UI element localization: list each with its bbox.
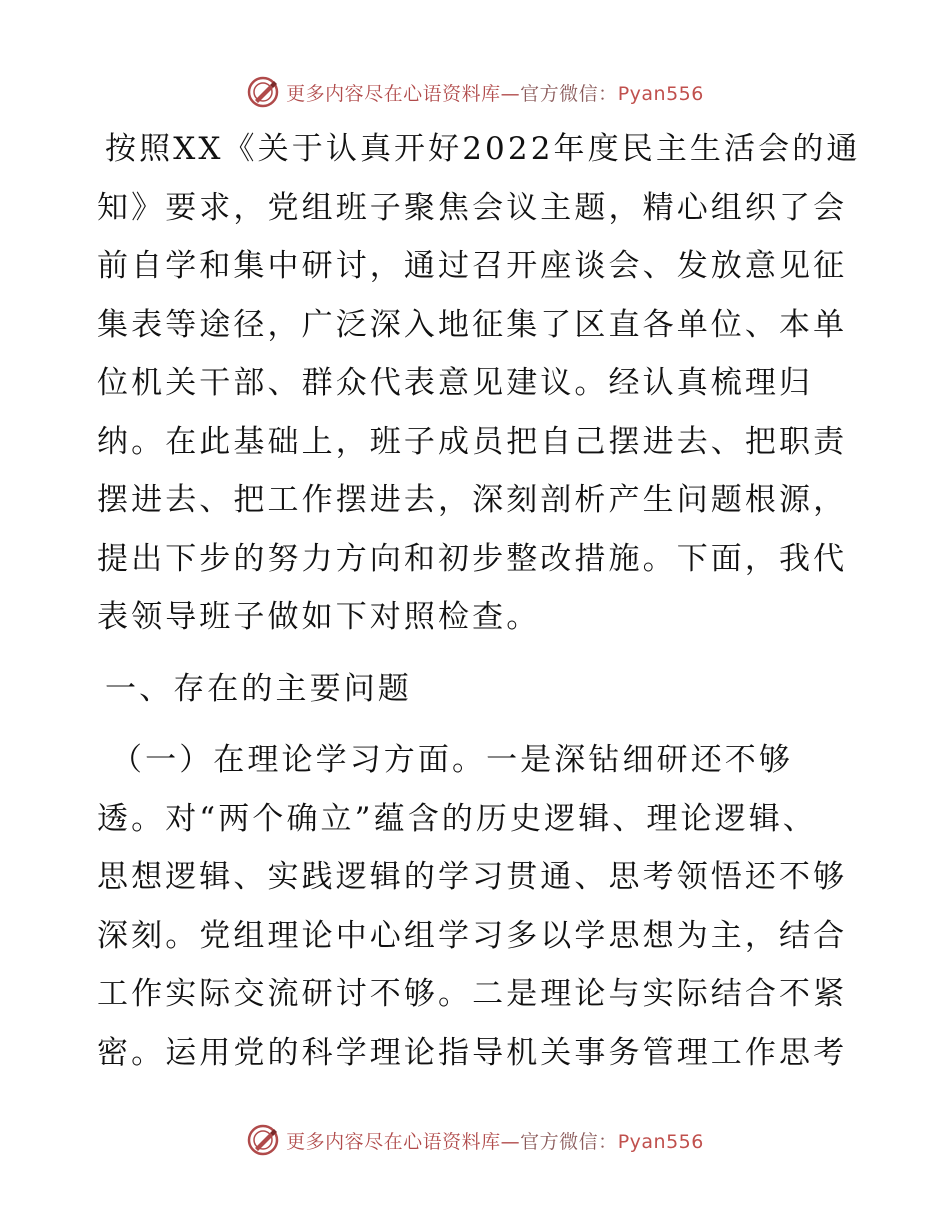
footer-banner bbox=[0, 1120, 950, 1160]
document-body bbox=[97, 120, 861, 1082]
paragraph-line: 提出下步的努力方向和初步整改措施。下面，我代 bbox=[97, 540, 848, 577]
paragraph-line: 摆进去、把工作摆进去，深刻剖析产生问题根源， bbox=[97, 482, 848, 518]
wechat-id: Pyan556 bbox=[617, 82, 704, 105]
pen-logo-icon bbox=[246, 1123, 280, 1157]
wechat-label: 官方微信： bbox=[520, 82, 618, 105]
subsection-line: 密。运用党的科学理论指导机关事务管理工作思考 bbox=[97, 1034, 848, 1071]
banner-text: 更多内容尽在心语资料库—官方微信：Pyan556 bbox=[286, 82, 704, 105]
header-banner bbox=[0, 72, 950, 112]
pen-logo-icon bbox=[246, 75, 280, 109]
subsection-line: 思想逻辑、实践逻辑的学习贯通、思考领悟还不够 bbox=[97, 859, 848, 895]
wechat-id: Pyan556 bbox=[617, 1130, 704, 1153]
paragraph-line: 集表等途径，广泛深入地征集了区直各单位、本单 bbox=[97, 306, 848, 343]
subsection-line: 深刻。党组理论中心组学习多以学思想为主，结合 bbox=[97, 917, 848, 954]
paragraph-line: 知》要求，党组班子聚焦会议主题，精心组织了会 bbox=[97, 189, 848, 226]
paragraph-line: 按照XX《关于认真开好2022年度民主生活会的通 bbox=[105, 131, 861, 167]
subsection-line: 透。对“两个确立”蕴含的历史逻辑、理论逻辑、 bbox=[97, 800, 817, 837]
section-heading: 一、存在的主要问题 bbox=[105, 670, 412, 707]
banner-text: 更多内容尽在心语资料库—官方微信：Pyan556 bbox=[286, 1130, 704, 1153]
paragraph-line: 前自学和集中研讨，通过召开座谈会、发放意见征 bbox=[97, 248, 848, 284]
paragraph-line: 表领导班子做如下对照检查。 bbox=[97, 599, 541, 635]
paragraph-line: 位机关干部、群众代表意见建议。经认真梳理归 bbox=[97, 365, 814, 401]
paragraph-line: 纳。在此基础上，班子成员把自己摆进去、把职责 bbox=[97, 423, 848, 460]
wechat-label: 官方微信： bbox=[520, 1130, 618, 1153]
subsection-line: （一）在理论学习方面。一是深钻细研还不够 bbox=[111, 742, 793, 778]
subsection-line: 工作实际交流研讨不够。二是理论与实际结合不紧 bbox=[97, 976, 848, 1012]
